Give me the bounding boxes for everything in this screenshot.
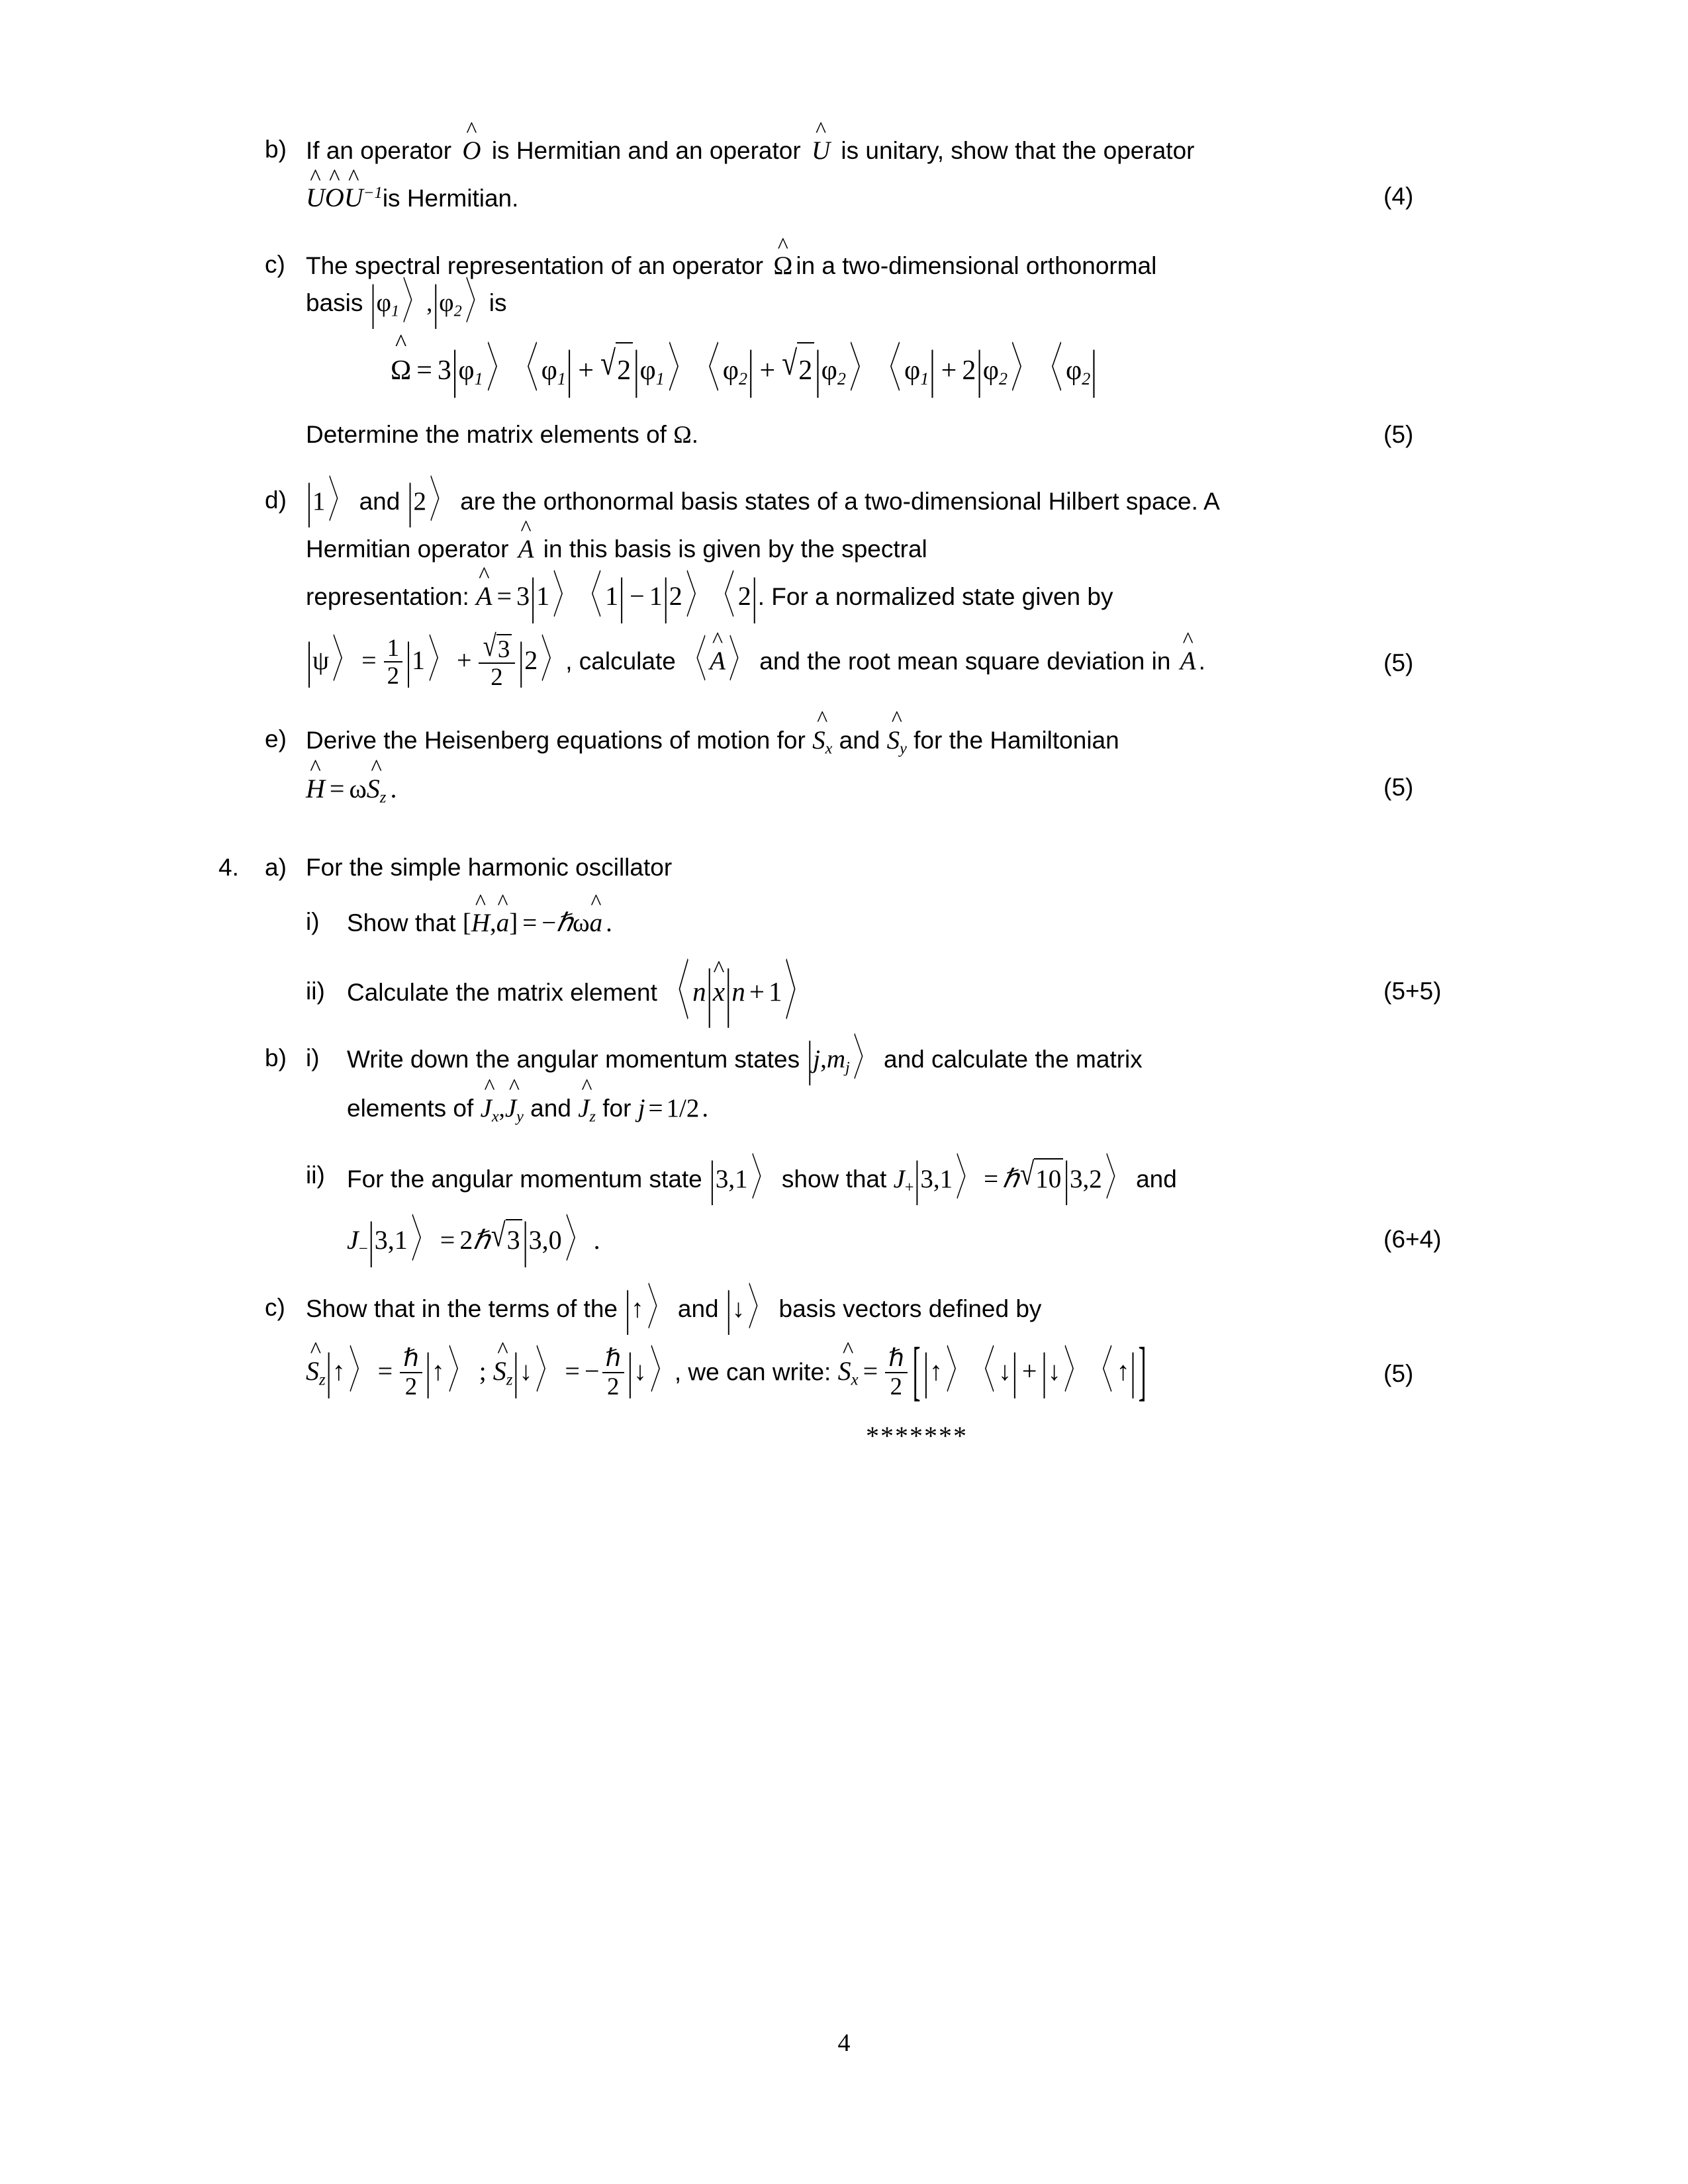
bar-glyph: | <box>663 567 669 624</box>
hat-accent: ^ <box>475 889 486 915</box>
omega-spectral-expression: ^ $\Omega = 3|\varphi_1$ 〉 〈 $\varphi_1| + √2|\varphi_1$ 〉 〈 $\varphi_2| + √2|\varphi_2$ 〉 〈 $\varphi_1| + 2|\varphi_2$ 〉 〈 $\varphi_2|$ <box>391 355 1098 386</box>
question-3c-line3 <box>306 418 1470 453</box>
ket-glyph: 〉 <box>849 341 872 400</box>
hat-accent: ^ <box>395 328 407 356</box>
fraction-sqrt3-over-2: $\frac{√3}{2}$ <box>479 634 516 690</box>
q3b-line1-pre: If an operator <box>306 137 459 164</box>
q4c-text <box>306 1281 1470 1336</box>
ket-1: |1 〉 <box>306 487 352 516</box>
question-3d-line4 <box>306 627 1470 692</box>
operator-H-hat: ^ H <box>471 889 491 938</box>
bar-glyph: | <box>1041 1342 1047 1399</box>
bra-glyph: 〈 <box>697 341 720 400</box>
equation-J-plus: $J_+|3,1$ 〉 = ℏ√10 |3,2 〉 <box>894 1165 1129 1193</box>
question-4c-label: c) <box>265 1294 285 1322</box>
ket-glyph: 〉 <box>650 1342 671 1399</box>
sqrt-2: √2 <box>780 342 814 398</box>
ket-glyph: 〉 <box>349 1342 370 1399</box>
marks-4c: (5) <box>1383 1359 1414 1387</box>
radical-glyph: √ <box>600 345 616 383</box>
q3b-line1-mid: is Hermitian and an operator <box>485 137 808 164</box>
question-3d <box>265 474 1470 529</box>
hat-accent: ^ <box>310 163 321 190</box>
sqrt-3-numerator: √3 <box>479 634 516 664</box>
bra-glyph: 〈 <box>581 567 602 624</box>
bra-glyph: 〈 <box>974 1342 995 1399</box>
radical-glyph: √ <box>782 345 798 383</box>
bar-glyph: | <box>433 275 439 330</box>
q4b-i-elements-row <box>347 1074 1470 1128</box>
equation-A-spectral: ^ A = 3|1 〉 〈 1| − 1|2 〉 〈 2| <box>476 581 758 611</box>
fraction-hbar-over-2: $\frac{\text{ℏ}}{2}$ <box>602 1345 624 1399</box>
matrix-element-n-x-n-plus-1: 〈 n| ^ x|n + 1 〉 <box>664 976 810 1007</box>
q3b-line1-post: is unitary, show that the operator <box>834 137 1195 164</box>
q3d-line3-post: . For a normalized state given by <box>757 583 1113 611</box>
question-3b-label: b) <box>265 136 287 163</box>
operator-O-hat: ^ O <box>324 163 344 213</box>
bar-glyph: | <box>627 1342 633 1399</box>
equation-Sx-definition: ^ $S_x$ = $\frac{\text{ℏ}}{2}$ [ |↑ 〉 〈 ↓| + |↓ 〉 〈 ↑| ] <box>838 1356 1149 1386</box>
q3c-line1-pre: The spectral representation of an operator <box>306 252 771 280</box>
operator-Omega-hat: ^ Ω <box>391 328 412 387</box>
ket-glyph: 〉 <box>565 1210 586 1268</box>
hat-accent: ^ <box>520 515 532 541</box>
q4b-ii-line1-mid: show that <box>774 1165 894 1193</box>
ket-glyph: 〉 <box>487 341 508 400</box>
bar-glyph: | <box>406 631 412 688</box>
bracket-open: [ <box>912 1333 921 1408</box>
q4c-equation-row <box>306 1333 1470 1408</box>
equation-omega-spectral <box>391 328 1470 400</box>
up-arrow-icon: ↑ <box>332 1356 346 1387</box>
bar-glyph: | <box>929 341 935 400</box>
ket-glyph: 〉 <box>430 474 450 529</box>
operator-Sz-hat: ^ $S_z$ <box>306 1337 326 1389</box>
hat-accent: ^ <box>497 889 508 915</box>
equation-J-minus: $J_-|3,1$ 〉 = 2ℏ√3 |3,0 〉 . <box>347 1225 600 1255</box>
radical-glyph: √ <box>483 628 496 662</box>
q3d-line4-mid: , calculate <box>565 647 683 675</box>
question-3c-line2 <box>306 275 1470 330</box>
omega-symbol: Ω <box>673 421 692 449</box>
q4b-i-line1-post: and calculate the matrix <box>876 1045 1143 1073</box>
ket-3-1: |3,1 〉 <box>709 1165 775 1193</box>
bar-glyph: | <box>1091 341 1097 400</box>
q4b-i-text <box>347 1032 1470 1087</box>
q3b-expression-row <box>306 163 1470 217</box>
expectation-A <box>682 627 753 688</box>
bar-glyph: | <box>1064 1152 1070 1206</box>
q3c-line1-post: in a two-dimensional orthonormal <box>796 252 1157 280</box>
bar-glyph: | <box>706 954 712 1028</box>
ket-glyph: 〉 <box>647 1281 668 1336</box>
operator-O-hat: ^ O <box>462 116 481 165</box>
q4b-ii-equation-row <box>347 1210 1470 1268</box>
question-4b-i-line2 <box>347 1074 1470 1128</box>
question-4a-ii <box>306 954 1470 1028</box>
operator-Sz-hat: ^ $S_z$ <box>366 754 387 807</box>
hbar-symbol: ℏ <box>400 1345 422 1373</box>
marks-3b: (4) <box>1383 183 1414 210</box>
q4c-line1-pre: Show that in the terms of the <box>306 1295 625 1323</box>
marks-3d: (5) <box>1383 649 1414 677</box>
bra-glyph: 〈 <box>878 341 901 400</box>
ket-glyph: 〉 <box>686 567 707 624</box>
operator-Sz-hat: ^ $S_z$ <box>492 1337 513 1389</box>
q3d-line1-post: are the orthonormal basis states of a two-dimensional Hilbert space. A <box>453 488 1220 516</box>
hat-accent: ^ <box>508 1074 520 1100</box>
q4b-i-line2-pre: elements of <box>347 1094 481 1122</box>
up-arrow-icon: ↑ <box>1116 1356 1130 1387</box>
ket-glyph: 〉 <box>729 633 749 688</box>
q4c-line1-mid: and <box>671 1295 726 1323</box>
radical-glyph: √ <box>1019 1156 1035 1193</box>
hat-accent: ^ <box>329 163 340 190</box>
bar-glyph: | <box>726 954 731 1028</box>
ket-glyph: 〉 <box>402 275 423 330</box>
operator-U-hat: ^ U <box>306 163 325 213</box>
q4b-ii-line1-post: and <box>1129 1165 1177 1193</box>
q3d-line4-end: . <box>1198 647 1205 675</box>
down-arrow-icon: ↓ <box>731 1295 745 1324</box>
down-arrow-icon: ↓ <box>998 1356 1011 1387</box>
bra-glyph: 〈 <box>686 633 706 688</box>
hat-accent: ^ <box>310 1337 322 1363</box>
q4a-i-text <box>347 889 1470 941</box>
bar-glyph: | <box>407 474 413 529</box>
question-4b-ii-line2 <box>347 1210 1470 1268</box>
ket-glyph: 〉 <box>328 474 350 529</box>
fraction-hbar-over-2: $\frac{\text{ℏ}}{2}$ <box>400 1345 422 1399</box>
q3d-line4-mid2: and the root mean square deviation in <box>752 647 1178 675</box>
comma-sep: , <box>498 1095 505 1122</box>
bar-glyph: | <box>513 1342 519 1399</box>
question-4c <box>265 1281 1470 1336</box>
question-4a-ii-label: ii) <box>306 977 325 1005</box>
ket-glyph: 〉 <box>1105 1152 1126 1206</box>
ket-glyph: 〉 <box>785 954 808 1028</box>
bra-glyph: 〈 <box>714 567 735 624</box>
bar-glyph: | <box>306 631 312 688</box>
ket-glyph: 〉 <box>853 1032 874 1087</box>
hat-accent: ^ <box>712 627 724 653</box>
hbar-symbol: ℏ <box>1002 1165 1019 1194</box>
bar-glyph: | <box>530 567 536 624</box>
exponent-minus-one: −1 <box>363 184 383 203</box>
bar-glyph: | <box>1130 1342 1136 1399</box>
operator-Omega-hat: ^ Ω <box>773 233 793 281</box>
down-arrow-icon: ↓ <box>633 1356 647 1387</box>
operator-A-hat: ^ A <box>476 562 492 612</box>
equation-Sz-Sx: ^ $S_z|↑$ 〉 = $\frac{\text{ℏ}}{2}$ |↑ 〉 ; ^ $S_z|↓$ 〉 = − $\frac{\text{ℏ}}{2}$ |↓ 〉 <box>306 1356 675 1386</box>
q4a-ii-pre: Calculate the matrix element <box>347 978 665 1006</box>
ket-glyph: 〉 <box>465 275 486 330</box>
q4b-i-for: for <box>595 1094 638 1122</box>
hat-accent: ^ <box>777 233 788 259</box>
ket-glyph: 〉 <box>751 1152 772 1206</box>
down-arrow-icon: ↓ <box>519 1356 533 1387</box>
phi-2: $\varphi_2$ <box>982 355 1008 388</box>
q3d-psi-row <box>306 627 1470 692</box>
bar-glyph: | <box>619 567 625 624</box>
fraction-one-half: $\frac{1}{2}$ <box>384 635 402 689</box>
q3c-line3-pre: Determine the matrix elements of <box>306 420 674 448</box>
question-3b-text <box>306 116 1470 169</box>
bar-glyph: | <box>425 1342 431 1399</box>
phi-2: $\varphi_2$ <box>722 355 748 388</box>
marks-4b: (6+4) <box>1383 1225 1442 1253</box>
ket-glyph: 〉 <box>956 1152 976 1206</box>
bar-glyph: | <box>522 1210 528 1268</box>
q3c-line2-post: is <box>489 289 507 316</box>
phi-2: $\varphi_2$ <box>1066 355 1091 388</box>
question-4b-i-label: i) <box>306 1044 320 1071</box>
page-content <box>218 116 1470 1451</box>
q4b-i-line1-pre: Write down the angular momentum states <box>347 1045 807 1073</box>
q3d-line2-pre: Hermitian operator <box>306 535 516 563</box>
operator-Sx-hat: ^ $S_x$ <box>837 1337 859 1389</box>
operator-a-hat: ^ a <box>589 889 603 938</box>
up-arrow-icon: ↑ <box>929 1356 943 1387</box>
hat-accent: ^ <box>479 562 490 588</box>
q3c-line3-post: . <box>691 420 698 448</box>
j-value: j = 1/2 . <box>637 1093 709 1122</box>
section-end-separator: ******* <box>866 1421 968 1451</box>
q3b-line2-post: is Hermitian. <box>382 185 519 212</box>
page-number: 4 <box>837 2029 851 2057</box>
ket-2: |2 〉 <box>407 487 453 516</box>
hbar-symbol: ℏ <box>602 1345 624 1373</box>
hat-accent: ^ <box>842 1337 854 1363</box>
question-4a-label: a) <box>265 853 287 881</box>
q3e-line1-mid: and <box>832 726 887 754</box>
hat-accent: ^ <box>816 116 827 142</box>
comma-sep: , <box>426 289 433 317</box>
down-arrow-icon: ↓ <box>1047 1356 1061 1387</box>
ket-glyph: 〉 <box>447 1342 469 1399</box>
hat-accent: ^ <box>1182 627 1194 653</box>
state-psi-expression: |ψ 〉 = $\frac{1}{2}$ |1 〉 + $\frac{√3}{2}$ |2 〉 <box>306 645 565 675</box>
hbar-symbol: ℏ <box>473 1224 490 1255</box>
operator-H-hat: ^ H <box>306 754 325 804</box>
marks-3c: (5) <box>1383 420 1414 448</box>
q3c-line2-pre: basis <box>306 289 370 316</box>
ket-spin-up <box>624 1281 671 1336</box>
hat-accent: ^ <box>581 1074 592 1100</box>
bar-glyph: | <box>807 1032 813 1087</box>
question-3d-label: d) <box>265 486 287 514</box>
operator-Jy-hat: ^ $J_y$ <box>504 1074 524 1125</box>
hat-accent: ^ <box>891 706 902 732</box>
operator-Sx-hat: ^ $S_x$ <box>812 706 833 757</box>
ket-phi1: $|\varphi_1$ 〉 <box>370 289 426 317</box>
bar-glyph: | <box>368 1210 374 1268</box>
phi-1: $\varphi_1$ <box>904 355 929 388</box>
hat-accent: ^ <box>817 706 828 732</box>
bra-glyph: 〈 <box>516 341 538 400</box>
commutator-expression: [ ^ H, ^ a] = −ℏω ^ a . <box>463 909 612 937</box>
ket-glyph: 〉 <box>411 1210 432 1268</box>
q4c-line1-post: basis vectors defined by <box>772 1295 1042 1323</box>
bar-glyph: | <box>451 341 458 400</box>
phi-2: $\varphi_2$ <box>821 355 846 388</box>
q3d-line3-pre: representation: <box>306 583 477 611</box>
bar-glyph: | <box>566 341 573 400</box>
sqrt-2: √2 <box>599 342 633 398</box>
bar-glyph: | <box>815 341 821 400</box>
q3e-line1-post: for the Hamiltonian <box>906 726 1119 754</box>
ket-glyph: 〉 <box>748 1281 769 1336</box>
question-3d-text <box>306 474 1470 529</box>
question-4b-label: b) <box>265 1044 287 1071</box>
question-3e-label: e) <box>265 725 287 752</box>
phi-1: $\varphi_1$ <box>458 355 483 388</box>
question-3b <box>265 116 1470 169</box>
ket-glyph: 〉 <box>332 631 353 688</box>
operator-U-hat: ^ U <box>344 163 363 213</box>
ket-j-mj: $|j,m_j$ 〉 <box>806 1045 876 1073</box>
hat-accent: ^ <box>590 889 602 915</box>
q4a-ii-text <box>347 954 1470 1028</box>
question-3d-line3 <box>306 562 1470 624</box>
operator-Sy-hat: ^ $S_y$ <box>886 706 907 757</box>
phi-1: $\varphi_1$ <box>639 355 665 388</box>
hat-accent: ^ <box>497 1337 508 1363</box>
question-4a <box>218 850 1470 886</box>
question-3b-line2 <box>306 163 1470 217</box>
q4b-ii-text <box>347 1152 1470 1206</box>
question-4c-equation <box>306 1333 1470 1408</box>
question-3c-label: c) <box>265 251 285 279</box>
equation-hamiltonian: ^ H = ω ^ $S_z$ . <box>306 774 397 803</box>
operator-Jz-hat: ^ $J_z$ <box>578 1074 596 1125</box>
hat-accent: ^ <box>371 754 382 781</box>
up-arrow-icon: ↑ <box>431 1356 445 1387</box>
ket-glyph: 〉 <box>541 631 562 688</box>
bar-glyph: | <box>751 567 757 624</box>
expression-UOU-inverse <box>306 163 383 213</box>
ket-glyph: 〉 <box>536 1342 557 1399</box>
q4a-i-pre: Show that <box>347 909 463 937</box>
bra-glyph: 〈 <box>667 954 690 1028</box>
bracket-close: ] <box>1139 1333 1147 1408</box>
hbar-symbol: ℏ <box>885 1345 907 1373</box>
q3c-determine-row <box>306 418 1470 453</box>
bra-glyph: 〈 <box>1040 341 1062 400</box>
question-3e-line2 <box>306 754 1470 809</box>
operator-Jx-hat: ^ $J_x$ <box>480 1074 499 1125</box>
bar-glyph: | <box>923 1342 929 1399</box>
ket-glyph: 〉 <box>668 341 690 400</box>
sqrt-10: √10 <box>1019 1158 1063 1197</box>
ket-phi2: $|\varphi_2$ 〉 <box>432 289 489 317</box>
radical-glyph: √ <box>491 1216 506 1253</box>
operator-a-hat: ^ a <box>496 889 510 938</box>
hbar-symbol: ℏ <box>556 909 573 938</box>
question-4a-i-label: i) <box>306 908 320 936</box>
q4b-ii-line1-pre: For the angular momentum state <box>347 1165 710 1193</box>
question-3e-text <box>306 706 1470 760</box>
ket-glyph: 〉 <box>946 1342 967 1399</box>
q3c-basis-row <box>306 275 1470 330</box>
q3d-line2-post: in this basis is given by the spectral <box>536 535 927 563</box>
question-4b <box>265 1032 1470 1087</box>
q4b-i-and: and <box>523 1094 579 1122</box>
bar-glyph: | <box>306 474 312 529</box>
marks-4a: (5+5) <box>1383 977 1442 1005</box>
hat-accent: ^ <box>713 956 725 983</box>
fraction-hbar-over-2: $\frac{\text{ℏ}}{2}$ <box>885 1345 907 1399</box>
q3d-line1-mid: and <box>352 488 407 516</box>
sqrt-3: √3 <box>490 1219 522 1259</box>
q4c-eq-text: , we can write: <box>674 1358 838 1386</box>
question-3c <box>265 233 1470 284</box>
operator-A-hat: ^ A <box>1180 627 1196 676</box>
operator-A-hat: ^ A <box>710 627 726 676</box>
bar-glyph: | <box>518 631 524 688</box>
omega-symbol: ω <box>572 909 590 938</box>
bar-glyph: | <box>726 1281 731 1336</box>
q3e-line1-pre: Derive the Heisenberg equations of motion for <box>306 726 813 754</box>
bar-glyph: | <box>710 1152 715 1206</box>
operator-U-hat: ^ U <box>811 116 831 165</box>
operator-x-hat: ^ x <box>712 956 726 1007</box>
hat-accent: ^ <box>348 163 359 190</box>
marks-3e: (5) <box>1383 774 1414 801</box>
bar-glyph: | <box>326 1342 332 1399</box>
hat-accent: ^ <box>310 754 321 781</box>
q3d-representation-row <box>306 562 1470 624</box>
question-4a-text: For the simple harmonic oscillator <box>306 853 673 881</box>
hat-accent: ^ <box>466 116 477 142</box>
ket-glyph: 〉 <box>1064 1342 1086 1399</box>
ket-glyph: 〉 <box>1011 341 1033 400</box>
phi-1: $\varphi_1$ <box>541 355 566 388</box>
question-4a-i <box>306 889 1470 941</box>
ket-glyph: 〉 <box>553 567 574 624</box>
bar-glyph: | <box>370 275 376 330</box>
bar-glyph: | <box>976 341 982 400</box>
bra-glyph: 〈 <box>1092 1342 1113 1399</box>
ket-glyph: 〉 <box>428 631 449 688</box>
bar-glyph: | <box>633 341 639 400</box>
omega-symbol: ω <box>349 774 367 804</box>
bar-glyph: | <box>625 1281 631 1336</box>
question-4b-ii <box>306 1152 1470 1206</box>
bar-glyph: | <box>914 1152 920 1206</box>
bar-glyph: | <box>748 341 754 400</box>
operator-A-hat: ^ A <box>518 515 534 563</box>
hat-accent: ^ <box>484 1074 495 1100</box>
question-3e <box>265 706 1470 760</box>
ket-spin-down <box>726 1281 772 1336</box>
question-4b-ii-label: ii) <box>306 1161 325 1189</box>
bar-glyph: | <box>1011 1342 1017 1399</box>
up-arrow-icon: ↑ <box>631 1295 644 1324</box>
q3e-hamiltonian-row <box>306 754 1470 809</box>
question-4-number: 4. <box>218 853 239 881</box>
